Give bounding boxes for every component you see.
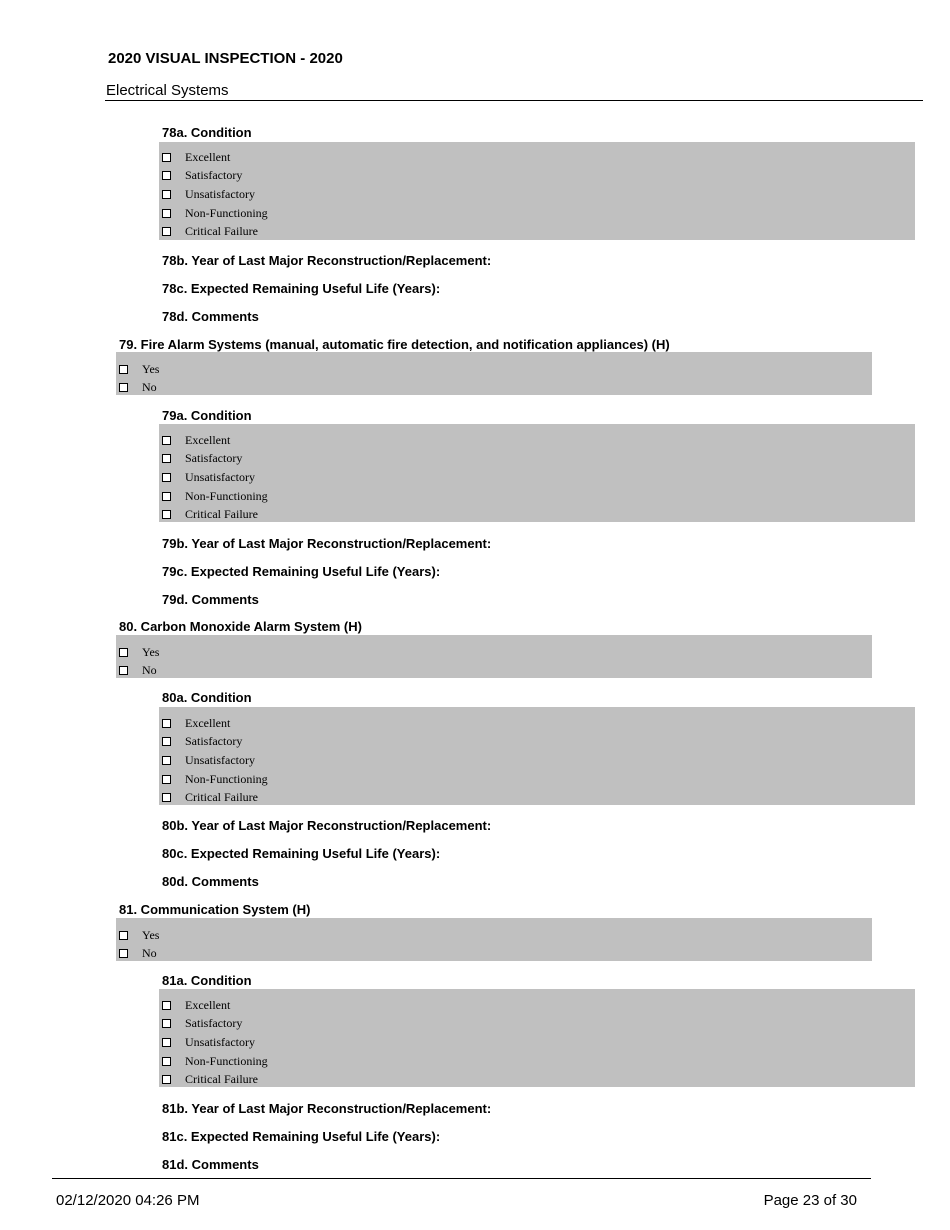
checkbox-icon[interactable] xyxy=(162,227,171,236)
footer-divider xyxy=(52,1178,871,1179)
question-79: 79. Fire Alarm Systems (manual, automatic fire detection, and notification appliances) (H) xyxy=(119,337,670,352)
checkbox-icon[interactable] xyxy=(162,1001,171,1010)
option-excellent[interactable]: Excellent xyxy=(162,714,915,733)
question-81: 81. Communication System (H) xyxy=(119,902,311,917)
option-satisfactory[interactable]: Satisfactory xyxy=(162,450,915,469)
life-label-80c: 80c. Expected Remaining Useful Life (Years): xyxy=(162,846,441,861)
comments-label-78d: 78d. Comments xyxy=(162,309,259,324)
option-yes[interactable]: Yes xyxy=(119,643,872,662)
checkbox-icon[interactable] xyxy=(162,756,171,765)
year-label-81b: 81b. Year of Last Major Reconstruction/Replacement: xyxy=(162,1101,492,1116)
option-unsatisfactory[interactable]: Unsatisfactory xyxy=(162,751,915,770)
checkbox-icon[interactable] xyxy=(162,454,171,463)
checkbox-icon[interactable] xyxy=(119,931,128,940)
condition-label-80a: 80a. Condition xyxy=(162,690,252,705)
checkbox-icon[interactable] xyxy=(162,171,171,180)
checkbox-icon[interactable] xyxy=(162,1019,171,1028)
condition-options-80a xyxy=(159,707,915,805)
option-satisfactory[interactable]: Satisfactory xyxy=(162,733,915,752)
option-non-functioning[interactable]: Non-Functioning xyxy=(162,1052,915,1071)
comments-label-81d: 81d. Comments xyxy=(162,1157,259,1172)
condition-options-81a xyxy=(159,989,915,1087)
footer-page-number: Page 23 of 30 xyxy=(763,1192,857,1209)
option-unsatisfactory[interactable]: Unsatisfactory xyxy=(162,1033,915,1052)
option-unsatisfactory[interactable]: Unsatisfactory xyxy=(162,468,915,487)
life-label-81c: 81c. Expected Remaining Useful Life (Years): xyxy=(162,1129,441,1144)
footer-timestamp: 02/12/2020 04:26 PM xyxy=(56,1192,200,1209)
checkbox-icon[interactable] xyxy=(162,719,171,728)
checkbox-icon[interactable] xyxy=(162,793,171,802)
option-critical-failure[interactable]: Critical Failure xyxy=(162,505,915,524)
comments-label-80d: 80d. Comments xyxy=(162,874,259,889)
option-non-functioning[interactable]: Non-Functioning xyxy=(162,770,915,789)
option-excellent[interactable]: Excellent xyxy=(162,431,915,450)
checkbox-icon[interactable] xyxy=(162,1038,171,1047)
checkbox-icon[interactable] xyxy=(162,473,171,482)
checkbox-icon[interactable] xyxy=(162,190,171,199)
yesno-options-80 xyxy=(116,635,872,678)
year-label-79b: 79b. Year of Last Major Reconstruction/Replacement: xyxy=(162,536,492,551)
checkbox-icon[interactable] xyxy=(162,209,171,218)
year-label-80b: 80b. Year of Last Major Reconstruction/Replacement: xyxy=(162,818,492,833)
yesno-options-79 xyxy=(116,352,872,395)
checkbox-icon[interactable] xyxy=(162,510,171,519)
checkbox-icon[interactable] xyxy=(119,648,128,657)
checkbox-icon[interactable] xyxy=(162,1057,171,1066)
condition-options-78a xyxy=(159,142,915,240)
life-label-79c: 79c. Expected Remaining Useful Life (Years): xyxy=(162,564,441,579)
option-excellent[interactable]: Excellent xyxy=(162,996,915,1015)
option-critical-failure[interactable]: Critical Failure xyxy=(162,788,915,807)
section-title: Electrical Systems xyxy=(106,82,229,99)
life-label-78c: 78c. Expected Remaining Useful Life (Years): xyxy=(162,281,441,296)
checkbox-icon[interactable] xyxy=(162,153,171,162)
option-excellent[interactable]: Excellent xyxy=(162,148,915,167)
option-satisfactory[interactable]: Satisfactory xyxy=(162,1015,915,1034)
yesno-options-81 xyxy=(116,918,872,961)
option-no[interactable]: No xyxy=(119,945,872,964)
checkbox-icon[interactable] xyxy=(162,775,171,784)
checkbox-icon[interactable] xyxy=(119,949,128,958)
checkbox-icon[interactable] xyxy=(162,737,171,746)
option-unsatisfactory[interactable]: Unsatisfactory xyxy=(162,185,915,204)
option-no[interactable]: No xyxy=(119,379,872,398)
checkbox-icon[interactable] xyxy=(119,383,128,392)
option-yes[interactable]: Yes xyxy=(119,360,872,379)
question-80: 80. Carbon Monoxide Alarm System (H) xyxy=(119,619,362,634)
checkbox-icon[interactable] xyxy=(162,492,171,501)
option-critical-failure[interactable]: Critical Failure xyxy=(162,1070,915,1089)
checkbox-icon[interactable] xyxy=(119,666,128,675)
option-critical-failure[interactable]: Critical Failure xyxy=(162,222,915,241)
option-yes[interactable]: Yes xyxy=(119,926,872,945)
option-satisfactory[interactable]: Satisfactory xyxy=(162,167,915,186)
condition-label-78a: 78a. Condition xyxy=(162,125,252,140)
option-non-functioning[interactable]: Non-Functioning xyxy=(162,487,915,506)
section-divider xyxy=(105,100,923,101)
document-title: 2020 VISUAL INSPECTION - 2020 xyxy=(108,50,343,67)
year-label-78b: 78b. Year of Last Major Reconstruction/Replacement: xyxy=(162,253,492,268)
comments-label-79d: 79d. Comments xyxy=(162,592,259,607)
condition-options-79a xyxy=(159,424,915,522)
condition-label-79a: 79a. Condition xyxy=(162,408,252,423)
checkbox-icon[interactable] xyxy=(119,365,128,374)
condition-label-81a: 81a. Condition xyxy=(162,973,252,988)
checkbox-icon[interactable] xyxy=(162,1075,171,1084)
option-no[interactable]: No xyxy=(119,662,872,681)
checkbox-icon[interactable] xyxy=(162,436,171,445)
option-non-functioning[interactable]: Non-Functioning xyxy=(162,204,915,223)
